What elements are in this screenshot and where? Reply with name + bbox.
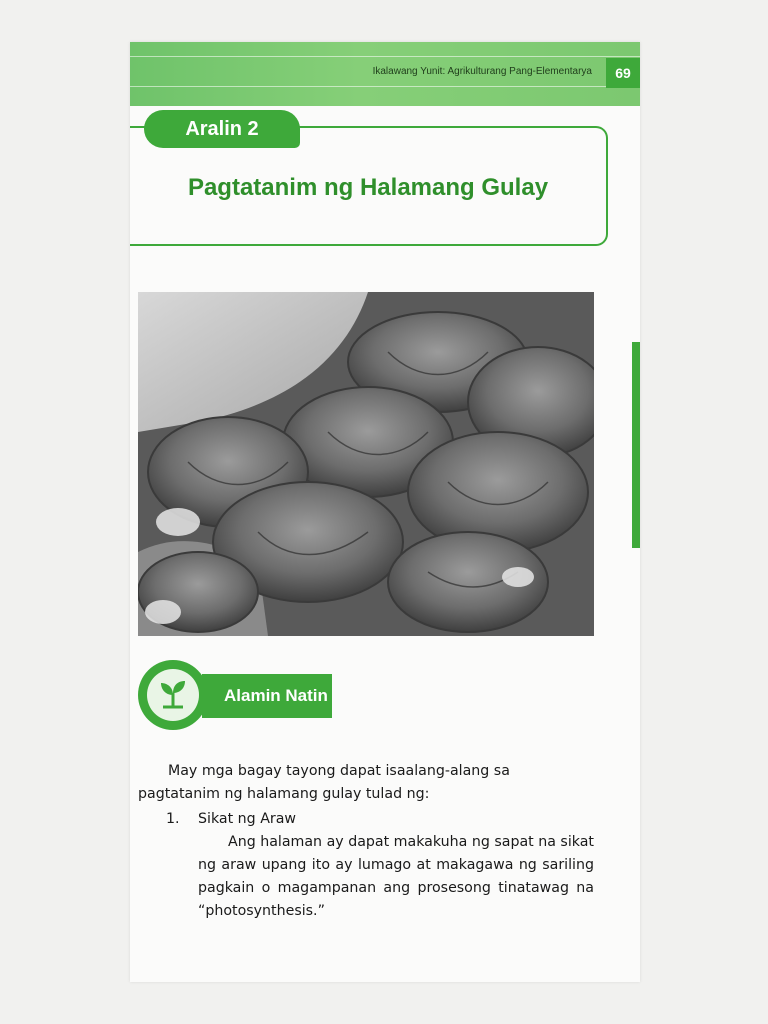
- header-decor-line: [130, 86, 640, 87]
- lettuce-photo: [138, 292, 594, 636]
- list-item: [138, 808, 594, 923]
- header-decor-line: [130, 56, 640, 57]
- section-title: Alamin Natin: [202, 674, 332, 718]
- list-title: Sikat ng Araw: [198, 811, 297, 827]
- lesson-tab: Aralin 2: [144, 110, 300, 148]
- seedling-icon: [147, 669, 199, 721]
- page-number: 69: [606, 58, 640, 88]
- section-badge: [138, 660, 208, 730]
- list-number: 1.: [166, 811, 180, 827]
- lesson-title: Pagtatanim ng Halamang Gulay: [187, 174, 549, 201]
- textbook-page: [130, 42, 640, 982]
- intro-paragraph: May mga bagay tayong dapat isaalang-alang sa pagtatanim ng halamang gulay tulad ng:: [138, 763, 510, 802]
- list-text: Ang halaman ay dapat makakuha ng sapat na sikat ng araw upang ito ay lumago at makagawa ng sariling pagkain o magampanan ang prosesong tinatawag na “photosynthesis.”: [198, 834, 594, 919]
- running-head: Ikalawang Yunit: Agrikulturang Pang-Elementarya: [372, 66, 592, 77]
- body-text: [138, 760, 594, 923]
- page-header-band: [130, 42, 640, 106]
- page-edge-tab: [632, 342, 640, 548]
